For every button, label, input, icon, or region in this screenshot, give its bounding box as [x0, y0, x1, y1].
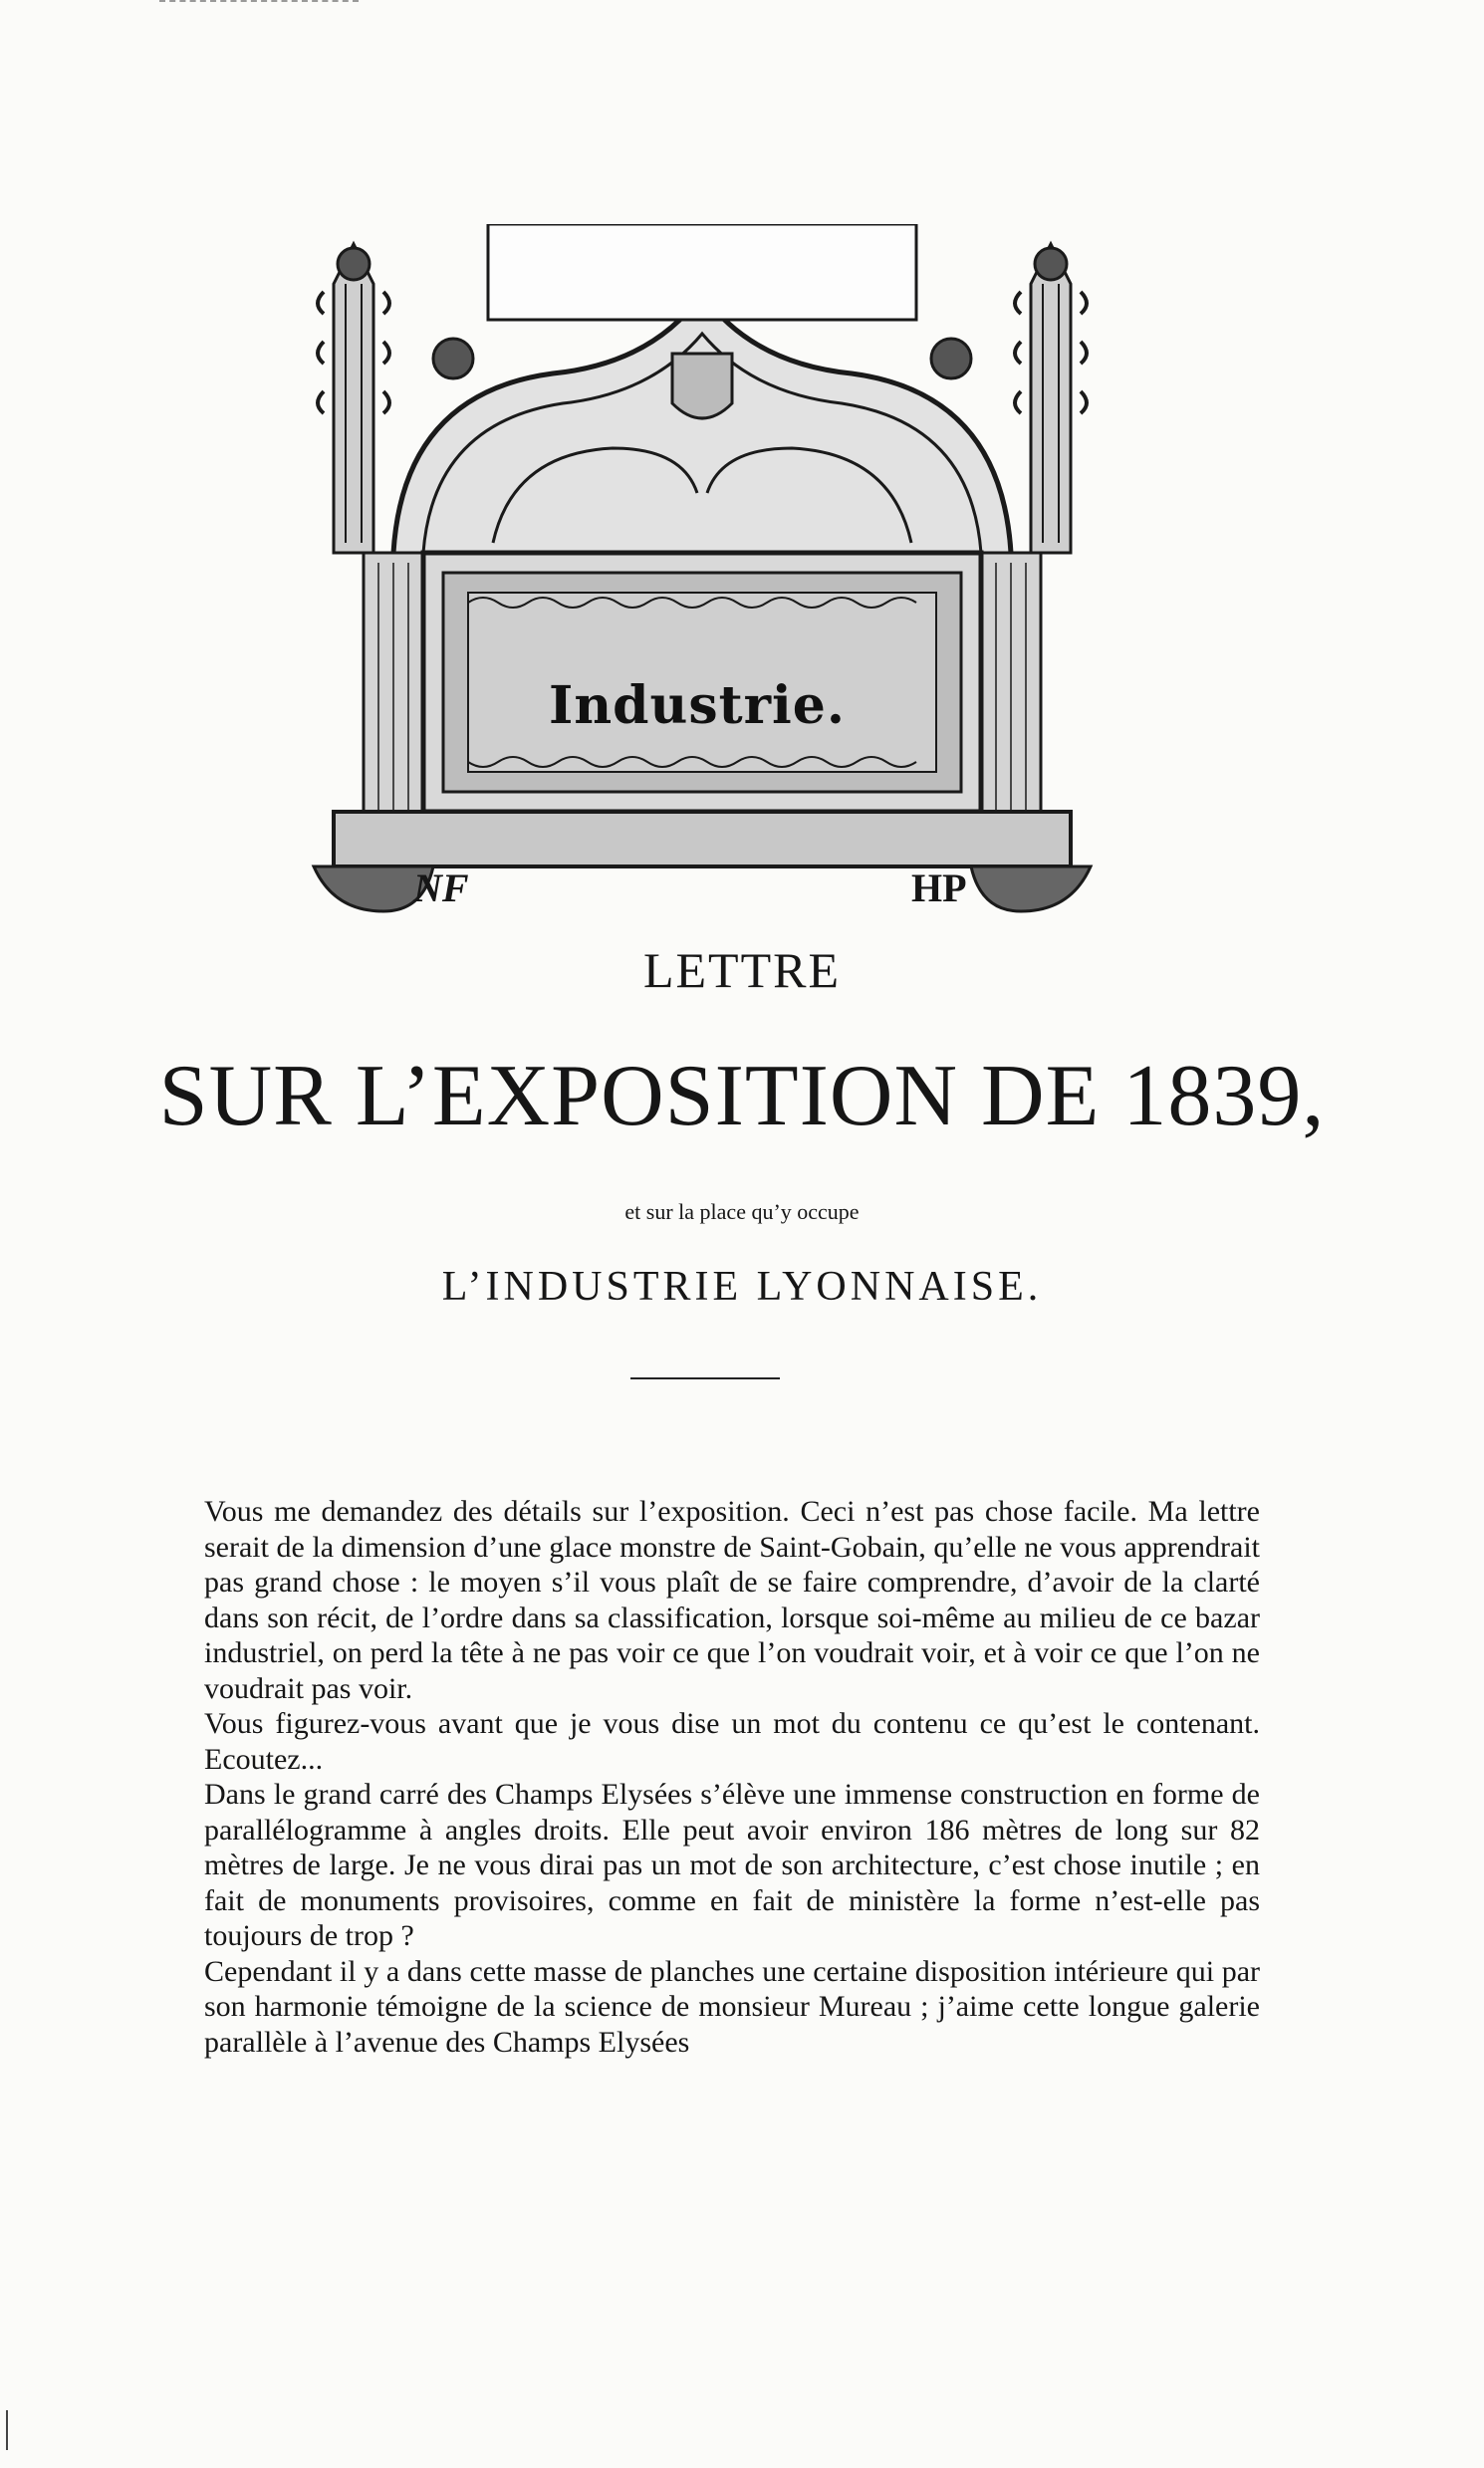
ornament-label: Industrie.	[549, 674, 846, 736]
paragraph: Dans le grand carré des Champs Elysées s’élève une immense construction en forme de parallélogramme à angles droits. Elle peut avoir environ 186 mètres de long sur 82 mètres de large. Je ne vous dirai pas un mot de son architecture, c’est chose inutile ; en fait de monuments provisoires, comme en fait de ministère la forme n’est-elle pas toujours de trop ?	[204, 1778, 1260, 1952]
scan-edge-mark	[159, 0, 359, 4]
heading-main-title: SUR L’EXPOSITION DE 1839,	[158, 1048, 1326, 1144]
paragraph: Vous figurez-vous avant que je vous dise un mot du contenu ce qu’est le contenant. Ecoutez...	[204, 1707, 1260, 1776]
paragraph: Vous me demandez des détails sur l’exposition. Ceci n’est pas chose facile. Ma lettre serait de la dimension d’une glace monstre de Saint-Gobain, qu’elle ne vous apprendrait pas grand chose : le moyen s’il vous plaît de se faire comprendre, d’avoir de la clarté dans son récit, de l’ordre dans sa classification, lorsque soi-même au milieu de ce bazar industriel, on perd la tête à ne pas voir ce que l’on voudrait voir, et à voir ce que l’on ne voudrait pas voir.	[204, 1495, 1260, 1705]
heading-subtitle: et sur la place qu’y occupe	[624, 1199, 860, 1224]
scan-edge-mark	[6, 2410, 8, 2450]
paragraph: Cependant il y a dans cette masse de planches une certaine disposition intérieure qui par son harmonie témoigne de la science de monsieur Mureau ; j’aime cette longue galerie parallèle à l’avenue des Champs Elysées	[204, 1954, 1260, 2059]
heading-industrie: L’INDUSTRIE LYONNAISE.	[441, 1264, 1043, 1310]
section-divider	[630, 1377, 780, 1379]
heading-lettre: LETTRE	[642, 942, 842, 998]
letter-body	[204, 1494, 1260, 2060]
gothic-frame-illustration	[294, 224, 1111, 921]
engraver-monogram-right: HP	[911, 865, 967, 910]
engraver-monogram-left: NF	[413, 865, 469, 910]
